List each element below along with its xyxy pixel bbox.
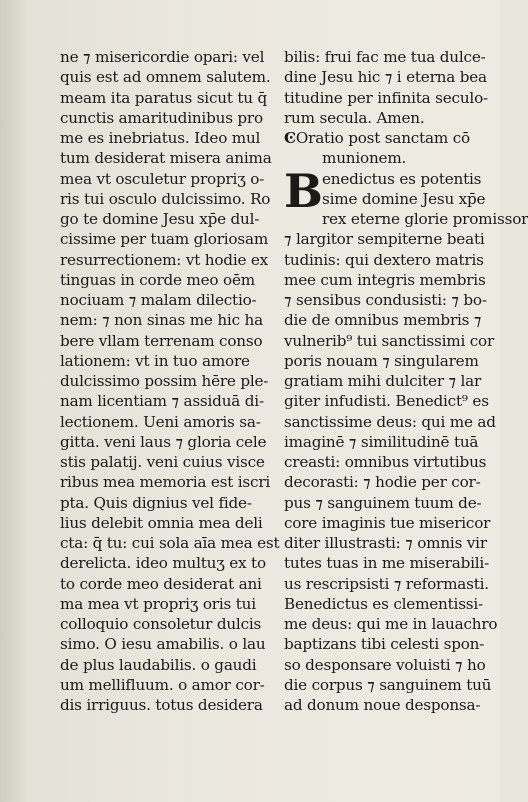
- text-line: ma mea vt propriʒ oris tui: [60, 594, 256, 613]
- drop-cap-paragraph: [284, 163, 494, 218]
- rubric-heading-continued: munionem.: [322, 149, 407, 168]
- text-line: dine Jesu hic ⁊ i eterna bea: [284, 68, 487, 87]
- text-line: mea vt osculetur propriʒ o-: [60, 169, 265, 188]
- text-line: die corpus ⁊ sanguinem tuū: [284, 675, 492, 694]
- text-line: meam ita paratus sicut tu q̄: [60, 88, 268, 107]
- text-line: us rescripsisti ⁊ reformasti.: [284, 574, 489, 593]
- text-line: um mellifluum. o amor cor-: [60, 675, 265, 694]
- text-line: pus ⁊ sanguinem tuum de-: [284, 493, 482, 512]
- rubric-heading: [284, 128, 494, 148]
- text-line: tum desiderat misera anima: [60, 149, 272, 168]
- text-line: titudine per infinita seculo-: [284, 88, 488, 107]
- text-line: colloquio consoletur dulcis: [60, 615, 262, 633]
- drop-cap-letter: B: [284, 163, 323, 218]
- text-line: cunctis amaritudinibus pro: [60, 108, 263, 127]
- text-line: dulcissimo possim hēre ple-: [60, 372, 269, 390]
- text-line: derelicta. ideo multuʒ ex to: [60, 554, 266, 573]
- text-line: nociuam ⁊ malam dilectio-: [60, 291, 257, 309]
- text-line: cissime per tuam gloriosam: [60, 230, 269, 249]
- text-line: go te domine Jesu xp̄e dul-: [60, 210, 260, 228]
- text-line: tinguas in corde meo oēm: [60, 270, 255, 289]
- right-text-column: [284, 47, 528, 715]
- text-line: gitta. veni laus ⁊ gloria cele: [60, 432, 267, 451]
- text-line: core imaginis tue misericor: [284, 513, 491, 532]
- text-line: me es inebriatus. Ideo mul: [60, 129, 261, 147]
- text-line: imaginē ⁊ similitudinē tuā: [284, 432, 479, 451]
- text-line: lationem: vt in tuo amore: [60, 351, 250, 370]
- text-line: diter illustrasti: ⁊ omnis vir: [284, 534, 487, 552]
- text-line: ris tui osculo dulcissimo. Ro: [60, 189, 271, 208]
- text-line: mee cum integris membris: [284, 270, 486, 289]
- paragraph-mark-icon: Ͼ: [284, 129, 296, 147]
- text-line: ⁊ largitor sempiterne beati: [284, 230, 485, 249]
- text-line: die de omnibus membris ⁊: [284, 311, 482, 330]
- text-line: ad donum noue desponsa-: [284, 696, 481, 714]
- text-line: ne ⁊ misericordie opari: vel: [60, 48, 265, 66]
- text-line: to corde meo desiderat ani: [60, 574, 262, 593]
- text-line: quis est ad omnem salutem.: [60, 68, 271, 87]
- page-gutter-shadow: [0, 0, 28, 802]
- text-line: creasti: omnibus virtutibus: [284, 453, 487, 471]
- text-line: dis irriguus. totus desidera: [60, 696, 263, 714]
- text-line: bere vllam terrenam conso: [60, 331, 263, 350]
- text-line: so desponsare voluisti ⁊ ho: [284, 655, 486, 674]
- text-line: cta: q̄ tu: cui sola aīa mea est: [60, 534, 280, 552]
- text-line: lectionem. Ueni amoris sa-: [60, 412, 261, 431]
- text-line: ⁊ sensibus condusisti: ⁊ bo-: [284, 291, 487, 309]
- text-line: vulnerib⁹ tui sanctissimi cor: [284, 331, 495, 350]
- left-text-column: [60, 47, 278, 715]
- text-line: sanctissime deus: qui me ad: [284, 412, 496, 431]
- text-line: pta. Quis dignius vel fide-: [60, 493, 252, 512]
- text-line: nem: ⁊ non sinas me hic ha: [60, 311, 263, 330]
- text-line: de plus laudabilis. o gaudi: [60, 655, 257, 674]
- text-line: giter infudisti. Benedict⁹ es: [284, 392, 489, 411]
- text-line: rex eterne glorie promissor: [322, 210, 528, 228]
- text-line: baptizans tibi celesti spon-: [284, 635, 485, 654]
- text-line: lius delebit omnia mea deli: [60, 513, 263, 532]
- text-line: stis palatij. veni cuius visce: [60, 453, 265, 471]
- text-line: resurrectionem: vt hodie ex: [60, 250, 269, 269]
- text-line: bilis: frui fac me tua dulce-: [284, 48, 486, 66]
- text-line: nam licentiam ⁊ assiduā di-: [60, 392, 264, 411]
- text-line: simo. O iesu amabilis. o lau: [60, 635, 266, 654]
- rubric-heading-text: Oratio post sanctam cō: [295, 129, 470, 147]
- text-line: decorasti: ⁊ hodie per cor-: [284, 473, 481, 492]
- text-line: sime domine Jesu xp̄e: [322, 189, 486, 208]
- text-line: me deus: qui me in lauachro: [284, 615, 498, 633]
- text-line: poris nouam ⁊ singularem: [284, 351, 479, 370]
- text-line: rum secula. Amen.: [284, 108, 425, 127]
- text-line: gratiam mihi dulciter ⁊ lar: [284, 372, 482, 390]
- text-line: tutes tuas in me miserabili-: [284, 554, 490, 573]
- text-line: Benedictus es clementissi-: [284, 594, 483, 613]
- text-line: enedictus es potentis: [322, 169, 482, 188]
- text-line: tudinis: qui dextero matris: [284, 250, 484, 269]
- text-line: ribus mea memoria est iscri: [60, 473, 271, 492]
